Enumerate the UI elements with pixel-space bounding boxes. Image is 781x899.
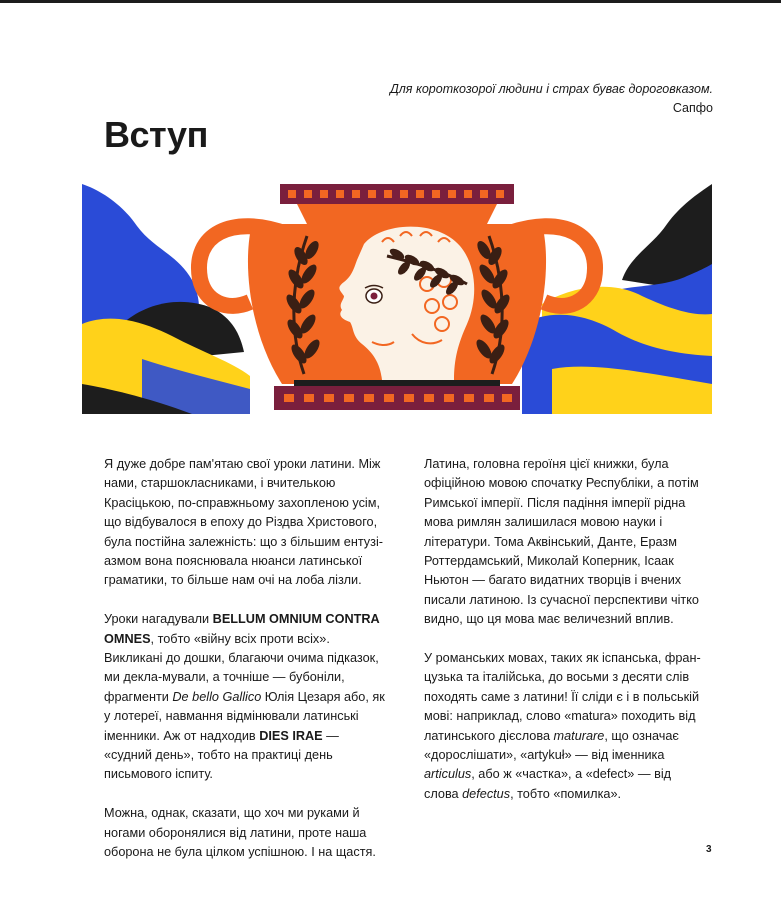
right-column xyxy=(424,455,706,824)
text-run: , що означає «дорослішати», «artykuł» — від іменника xyxy=(424,728,679,763)
book-title-de-bello-gallico: De bello Gallico xyxy=(172,689,262,704)
text-run: У романських мовах, таких як іспанська, фран-цузька та італійська, до восьми з десяти слів походять саме з латини! Її сліди є і в польській мові: наприклад, слово «matura» походить від латинського дієслова xyxy=(424,651,701,743)
top-border xyxy=(0,0,781,3)
epigraph-author: Сапфо xyxy=(672,101,713,115)
latin-word-articulus: articulus xyxy=(424,767,472,782)
latin-word-defectus: defectus xyxy=(462,786,511,801)
text-run: , або ж «частка», а «defect» — від слова xyxy=(424,767,672,801)
epigraph xyxy=(293,80,713,118)
left-column xyxy=(104,455,386,882)
text-run: — «судний день», тобто на практиці день письмового іспиту. xyxy=(104,728,339,782)
latin-phrase-bellum: BELLUM OMNIUM CONTRA OMNES xyxy=(104,612,380,646)
amphora-illustration xyxy=(82,184,712,414)
latin-phrase-dies-irae: DIES IRAE xyxy=(259,728,323,743)
text-run: , тобто «війну всіх проти всіх». Викликані до дошки, благаючи очима підказок, ми декла-мували, а точніше — бубоніли, фрагменти xyxy=(104,631,379,704)
left-paragraph-3: Можна, однак, сказати, що хоч ми руками й ногами оборонялися від латини, проте наша оборона не була цілком успішною. І на щастя. xyxy=(104,806,376,860)
latin-word-maturare: maturare xyxy=(553,728,605,743)
left-paragraph-2 xyxy=(104,610,386,785)
text-run: Юлія Цезаря або, як у лотереї, навмання відмінювали латинські іменники. Аж от надходив xyxy=(104,689,385,743)
page-number: 3 xyxy=(706,844,712,855)
page-title: Вступ xyxy=(104,114,208,155)
left-paragraph-1: Я дуже добре пам'ятаю свої уроки латини. Між нами, старшокласниками, і вчителькою Красіцькою, по-справжньому захопленою усім, що відбувалося в епоху до Різдва Христового, була постійна залежність: що з більшим ентузі-азмом вона пояснювала нюанси латинської граматики, то більше нам очі на лоба лізли. xyxy=(104,457,383,588)
right-paragraph-2 xyxy=(424,649,706,804)
text-run: , тобто «помилка». xyxy=(510,786,622,801)
text-run: Уроки нагадували xyxy=(104,612,213,627)
epigraph-quote: Для короткозорої людини і страх буває дороговказом. xyxy=(389,82,713,96)
right-paragraph-1: Латина, головна героїня цієї книжки, була офіційною мовою спочатку Республіки, а потім Римської імперії. Після падіння імперії рідна мова римлян залишилася мовою науки і літератури. Тома Аквінський, Данте, Еразм Роттердамський, Миколай Коперник, Ісаак Ньютон — багато видатних творців і вчених писали латиною. Із сучасної перспективи чітко видно, що ця мова має величезний вплив. xyxy=(424,457,699,627)
